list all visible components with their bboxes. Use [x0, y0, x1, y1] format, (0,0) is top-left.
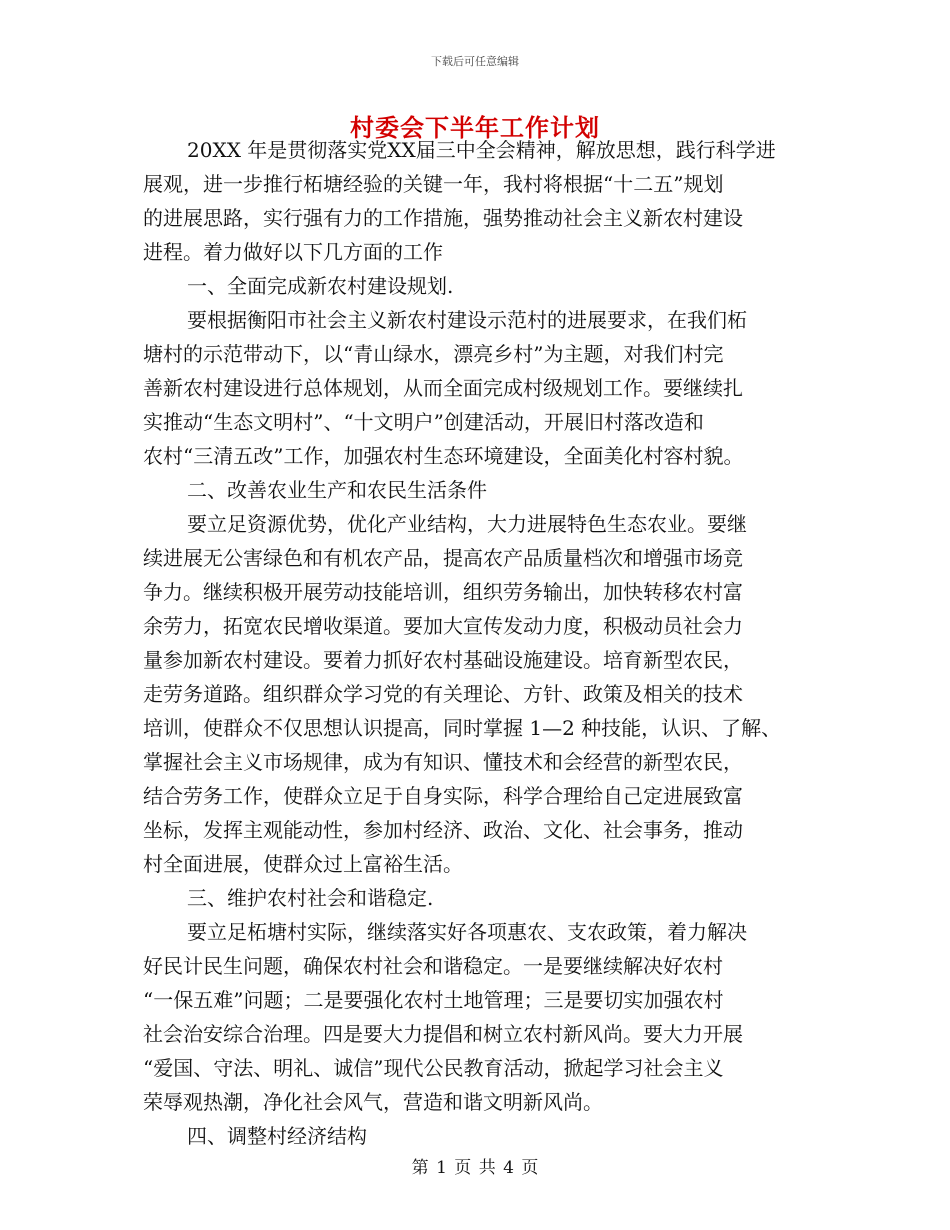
body-line: 掌握社会主义市场规律，成为有知识、懂技术和会经营的新型农民，	[143, 750, 743, 774]
body-line: 好民计民生问题，确保农村社会和谐稳定。一是要继续解决好农村	[143, 954, 723, 978]
document-body	[143, 133, 833, 1153]
body-line: 展观，进一步推行柘塘经验的关键一年，我村将根据“十二五”规划	[143, 172, 724, 196]
body-line: 续进展无公害绿色和有机农产品，提高农产品质量档次和增强市场竞	[143, 546, 743, 570]
body-line: 进程。着力做好以下几方面的工作	[143, 240, 443, 264]
body-line: 20XX 年是贯彻落实党XX届三中全会精神，解放思想，践行科学进	[187, 138, 776, 162]
body-line: 三、维护农村社会和谐稳定.	[187, 886, 434, 910]
body-line: 争力。继续积极开展劳动技能培训，组织劳务输出，加快转移农村富	[143, 580, 743, 604]
body-line: 实推动“生态文明村”、“十文明户”创建活动，开展旧村落改造和	[143, 410, 704, 434]
body-line: 二、改善农业生产和农民生活条件	[187, 478, 487, 502]
body-line: 一、全面完成新农村建设规划.	[187, 274, 454, 298]
body-line: 四、调整村经济结构	[187, 1124, 367, 1148]
body-line: 善新农村建设进行总体规划，从而全面完成村级规划工作。要继续扎	[143, 376, 743, 400]
body-line: 荣辱观热潮，净化社会风气，营造和谐文明新风尚。	[143, 1090, 603, 1114]
page-footer: 第 1 页 共 4 页	[411, 1158, 539, 1178]
body-line: 结合劳务工作，使群众立足于自身实际，科学合理给自己定进展致富	[143, 784, 743, 808]
body-line: “一保五难”问题；二是要强化农村土地管理；三是要切实加强农村	[143, 988, 724, 1012]
body-line: 要根据衡阳市社会主义新农村建设示范村的进展要求，在我们柘	[187, 308, 747, 332]
body-line: 坐标，发挥主观能动性，参加村经济、政治、文化、社会事务，推动	[143, 818, 743, 842]
document-title: 村委会下半年工作计划	[350, 113, 600, 142]
body-line: 要立足柘塘村实际，继续落实好各项惠农、支农政策，着力解决	[187, 920, 747, 944]
body-line: 培训，使群众不仅思想认识提高，同时掌握 1—2 种技能，认识、了解、	[143, 716, 782, 740]
body-line: 社会治安综合治理。四是要大力提倡和树立农村新风尚。要大力开展	[143, 1022, 743, 1046]
body-line: 的进展思路，实行强有力的工作措施，强势推动社会主义新农村建设	[143, 206, 743, 230]
body-line: 量参加新农村建设。要着力抓好农村基础设施建设。培育新型农民，	[143, 648, 743, 672]
body-line: 农村“三清五改”工作，加强农村生态环境建设，全面美化村容村貌。	[143, 444, 744, 468]
body-line: 塘村的示范带动下，以“青山绿水，漂亮乡村”为主题，对我们村完	[143, 342, 724, 366]
page-header-note: 下载后可任意编辑	[431, 55, 519, 68]
body-line: 走劳务道路。组织群众学习党的有关理论、方针、政策及相关的技术	[143, 682, 743, 706]
body-line: 村全面进展，使群众过上富裕生活。	[143, 852, 463, 876]
body-line: 余劳力，拓宽农民增收渠道。要加大宣传发动力度，积极动员社会力	[143, 614, 743, 638]
body-line: 要立足资源优势，优化产业结构，大力进展特色生态农业。要继	[187, 512, 747, 536]
body-line: “爱国、守法、明礼、诚信”现代公民教育活动，掀起学习社会主义	[143, 1056, 724, 1080]
